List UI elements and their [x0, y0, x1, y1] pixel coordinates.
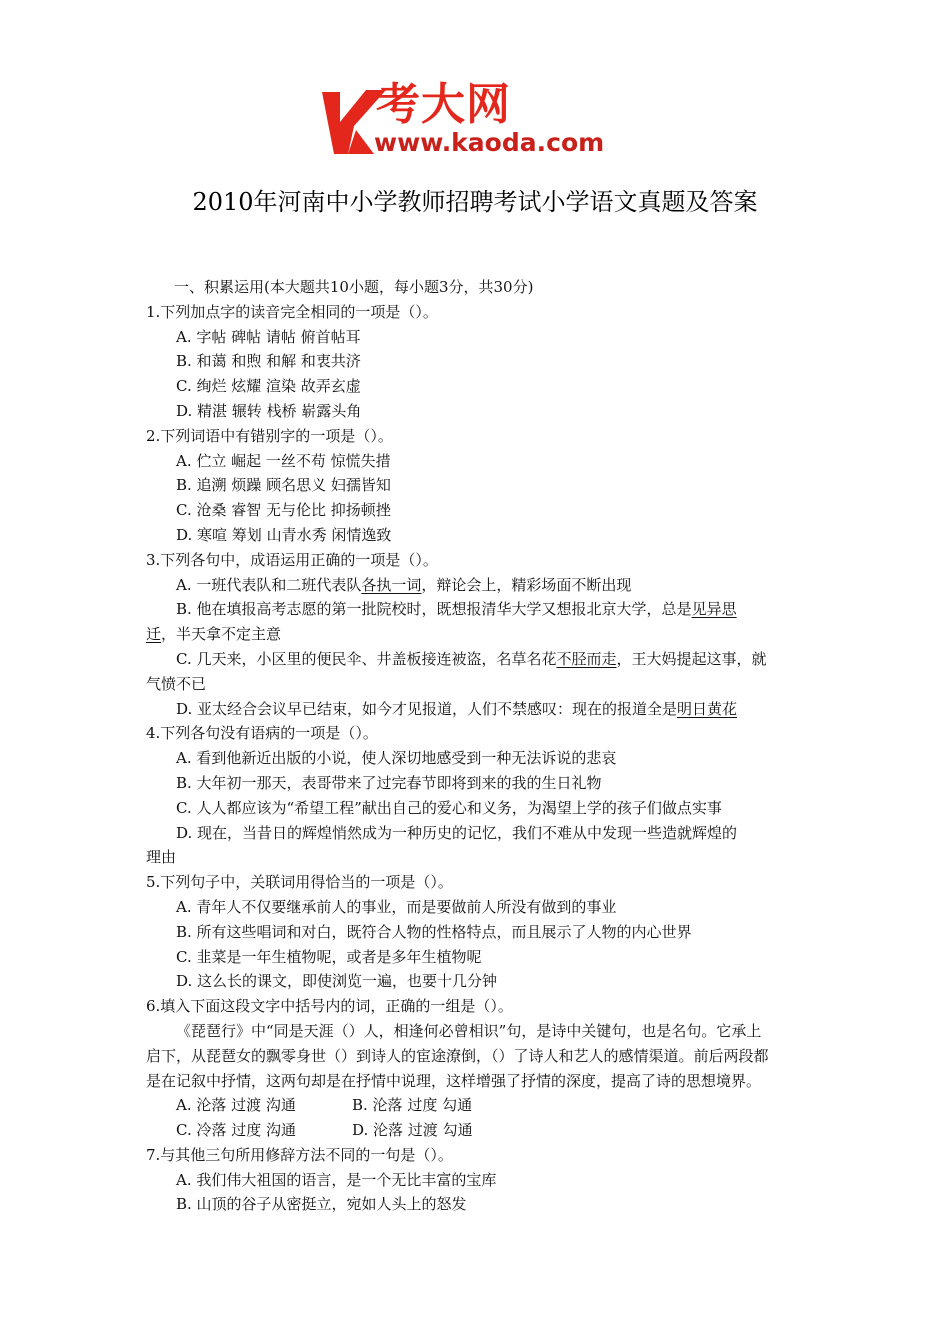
- option-text: D. 亚太经合会议早已结束，如今才见报道，人们不禁感叹：现在的报道全是: [176, 699, 678, 718]
- option-d-continued: 理由: [146, 848, 177, 867]
- option-d: D. 精湛 辗转 栈桥 崭露头角: [176, 401, 362, 420]
- question-stem: 1.下列加点字的读音完全相同的一项是（）。: [146, 302, 438, 321]
- question-stem: 4.下列各句没有语病的一项是（）。: [146, 724, 378, 743]
- option-d: D. 沦落 过渡 勾通: [352, 1121, 473, 1140]
- option-c: C. 沧桑 睿智 无与伦比 抑扬顿挫: [176, 501, 391, 520]
- option-a: A. 看到他新近出版的小说，使人深切地感受到一种无法诉说的悲哀: [176, 749, 617, 768]
- exam-content: [146, 275, 810, 1217]
- option-a: A. 我们伟大祖国的语言，是一个无比丰富的宝库: [176, 1170, 497, 1189]
- option-b: B. 山顶的谷子从密挺立，宛如人头上的怒发: [176, 1195, 467, 1214]
- option-b: B. 沦落 过度 勾通: [352, 1096, 473, 1115]
- option-a: A. 伫立 崛起 一丝不苟 惊慌失措: [176, 451, 391, 470]
- underlined-idiom: 见异思: [691, 600, 737, 619]
- option-d: D. 寒喧 筹划 山青水秀 闲情逸致: [176, 525, 392, 544]
- option-a: A. 青年人不仅要继承前人的事业，而是要做前人所没有做到的事业: [176, 897, 617, 916]
- passage-line: 启下，从琵琶女的飘零身世（）到诗人的宦途潦倒，（）了诗人和艺人的感情渠道。前后两段都: [146, 1046, 769, 1065]
- option-text: ，半天拿不定主意: [161, 625, 282, 644]
- underlined-idiom: 不胫而走: [556, 649, 617, 668]
- option-b: B. 追溯 烦躁 顾名思义 妇孺皆知: [176, 476, 391, 495]
- option-b: B. 大年初一那天，表哥带来了过完春节即将到来的我的生日礼物: [176, 773, 602, 792]
- kaoda-logo: [318, 80, 638, 162]
- option-text: B. 他在填报高考志愿的第一批院校时，既想报清华大学又想报北京大学，总是: [176, 600, 692, 619]
- underlined-idiom: 迁: [146, 625, 162, 644]
- option-c: [146, 647, 810, 672]
- option-c: C. 绚烂 炫耀 渲染 故弄玄虚: [176, 377, 361, 396]
- underlined-idiom: 各执一词: [361, 575, 422, 594]
- underlined-idiom: 明日黄花: [677, 699, 738, 718]
- passage-line: 《琵琶行》中“同是天涯（）人，相逢何必曾相识”句，是诗中关键句，也是名句。它承上: [176, 1021, 762, 1040]
- question-stem: 6.填入下面这段文字中括号内的词，正确的一组是（）。: [146, 997, 513, 1016]
- question-stem: 3.下列各句中，成语运用正确的一项是（）。: [146, 550, 438, 569]
- option-d: D. 这么长的课文，即使浏览一遍，也要十几分钟: [176, 972, 498, 991]
- section-heading: 一、积累运用(本大题共10小题，每小题3分，共30分): [174, 278, 534, 296]
- option-b: [146, 597, 810, 622]
- option-a: [146, 573, 810, 598]
- options-row: [146, 1093, 810, 1118]
- option-c: C. 人人都应该为“希望工程”献出自己的爱心和义务，为渴望上学的孩子们做点实事: [176, 798, 722, 817]
- option-c-continued: 气愤不已: [146, 674, 207, 693]
- option-c: C. 韭菜是一年生植物呢，或者是多年生植物呢: [176, 947, 482, 966]
- option-b: B. 和蔼 和煦 和解 和衷共济: [176, 352, 361, 371]
- logo-url-text: www.kaoda.com: [374, 128, 605, 157]
- option-b-continued: [146, 622, 810, 647]
- options-row: [146, 1118, 810, 1143]
- option-b: B. 所有这些唱词和对白，既符合人物的性格特点，而且展示了人物的内心世界: [176, 922, 692, 941]
- option-text: C. 几天来，小区里的便民伞、井盖板接连被盗，名草名花: [176, 649, 557, 668]
- option-a: A. 字帖 碑帖 请帖 俯首帖耳: [176, 327, 361, 346]
- question-stem: 2.下列词语中有错别字的一项是（）。: [146, 426, 393, 445]
- logo-brand-text: 考大网: [376, 79, 511, 130]
- question-stem: 5.下列句子中，关联词用得恰当的一项是（）。: [146, 873, 453, 892]
- option-d: D. 现在，当昔日的辉煌悄然成为一种历史的记忆，我们不难从中发现一些造就辉煌的: [176, 823, 738, 842]
- option-c: C. 冷落 过度 沟通: [176, 1121, 297, 1140]
- option-a: A. 沦落 过渡 沟通: [176, 1096, 296, 1115]
- option-text: ，辩论会上，精彩场面不断出现: [421, 575, 632, 594]
- option-text: A. 一班代表队和二班代表队: [176, 575, 362, 594]
- document-title: 2010年河南中小学教师招聘考试小学语文真题及答案: [192, 188, 758, 216]
- option-d: [146, 697, 810, 722]
- question-stem: 7.与其他三句所用修辞方法不同的一句是（）。: [146, 1145, 453, 1164]
- option-text: ，王大妈提起这事，就: [616, 649, 767, 668]
- passage-line: 是在记叙中抒情，这两句却是在抒情中说理，这样增强了抒情的深度，提高了诗的思想境界。: [146, 1071, 762, 1090]
